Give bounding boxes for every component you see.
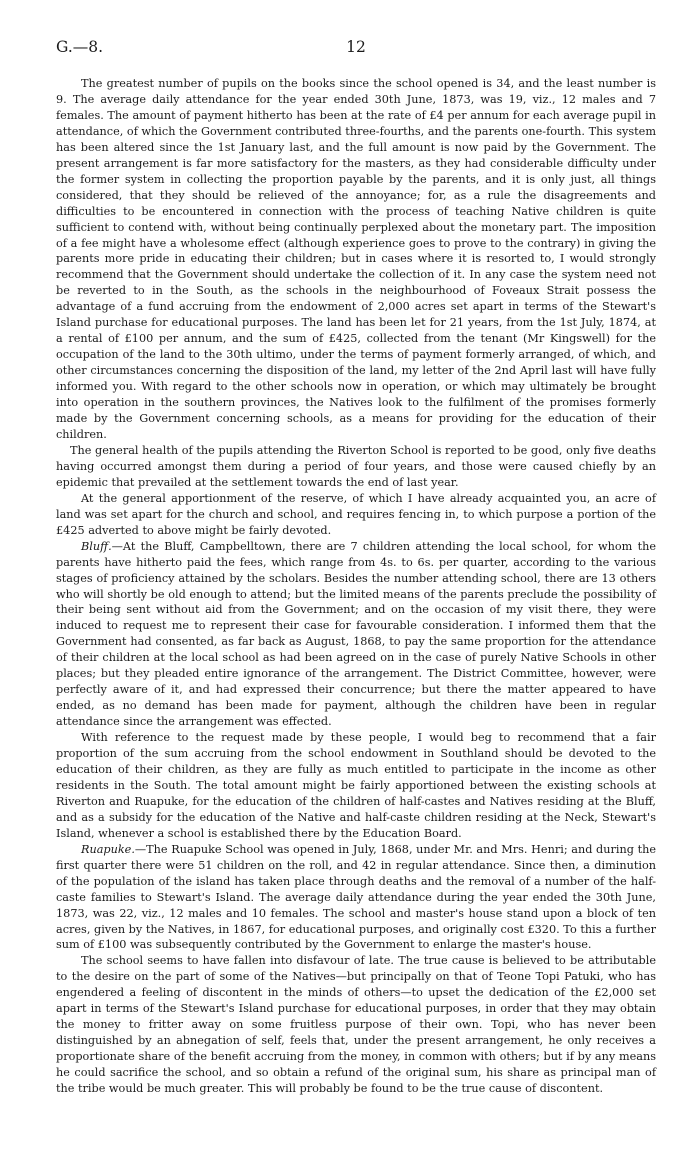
paragraph-reserve (56, 491, 656, 539)
section-lead-bluff: Bluff. (81, 539, 112, 553)
paragraph-request (56, 730, 656, 842)
paragraph-disfavour (56, 953, 656, 1097)
paragraph-text: The greatest number of pupils on the books since the school opened is 34, and the least number is 9. The average daily attendance for the year ended 30th June, 1873, was 19, viz., 12 males and 7 females. The amount of payment hitherto has been at the rate of £4 per annum for each average pupil in attendance, of which the Government contributed three-fourths, and the parents one-fourth. This system has been altered since the 1st January last, and the full amount is now paid by the Government. The present arrangement is far more satisfactory for the masters, as they had considerable difficulty under the former system in collecting the proportion payable by the parents, and it is only just, all things considered, that they should be relieved of the annoyance; for, as a rule the disagreements and difficulties to be encountered in connection with the process of teaching Native children is quite sufficient to contend with, without being continually perplexed about the monetary part. The imposition of a fee might have a wholesome effect (although experience goes to prove to the contrary) in giving the parents more pride in educating their children; but in cases where it is resorted to, I would strongly recommend that the Government should undertake the collection of it. In any case the system need not be reverted to in the South, as the schools in the neighbourhood of Foveaux Strait possess the advantage of a fund accruing from the endowment of 2,000 acres set apart in terms of the Stewart's Island purchase for educational purposes. The land has been let for 21 years, from the 1st July, 1874, at a rental of £100 per annum, and the sum of £425, collected from the tenant (Mr Kingswell) for the occupation of the land to the 30th ultimo, under the terms of payment formerly arranged, of which, and other circumstances concerning the disposition of the land, my letter of the 2nd April last will have fully informed you. With regard to the other schools now in operation, or which may ultimately be brought into operation in the southern provinces, the Natives look to the fulfilment of the promises formerly made by the Government concerning schools, as a means for providing for the education of their children. (56, 77, 657, 441)
section-lead-ruapuke: Ruapuke. (81, 842, 135, 856)
paragraph-text: —The Ruapuke School was opened in July, 1868, under Mr. and Mrs. Henri; and during the first quarter there were 51 children on the roll, and 42 in regular attendance. Since then, a diminution of the population of the island has taken place through deaths and the removal of a number of the half-caste families to Stewart's Island. The average daily attendance during the year ended the 30th June, 1873, was 22, viz., 12 males and 10 females. The school and master's house stand upon a block of ten acres, given by the Natives, in 1867, for educational purposes, and originally cost £320. To this a further sum of £100 was subsequently contributed by the Government to enlarge the master's house. (56, 842, 656, 952)
paragraph-text: At the general apportionment of the reserve, of which I have already acquainted you, an acre of land was set apart for the church and school, and requires fencing in, to which purpose a portion of the £425 adverted to above might be fairly devoted. (56, 491, 656, 537)
paragraph-text: —At the Bluff, Campbelltown, there are 7 children attending the local school, for whom the parents have hitherto paid the fees, which range from 4s. to 6s. per quarter, according to the various stages of proficiency attained by the scholars. Besides the number attending school, there are 13 others who will shortly be old enough to attend; but the limited means of the parents preclude the possibility of their being sent without aid from the Government; and on the occasion of my visit there, they were induced to request me to represent their case for favourable consideration. I informed them that the Government had consented, as far back as August, 1868, to pay the same proportion for the attendance of their children at the local school as had been agreed on in the case of purely Native Schools in other places; but they pleaded entire ignorance of the arrangement. The District Committee, however, were perfectly aware of it, and had expressed their concurrence; but there the matter appeared to have ended, as no demand has been made for payment, although the children have been in regular attendance since the arrangement was effected. (56, 539, 656, 729)
paragraph-bluff (56, 539, 656, 730)
page-number: 12 (346, 38, 366, 56)
paragraph-ruapuke (56, 842, 656, 954)
paragraph-riverton-pupils (56, 76, 656, 443)
paragraph-text: With reference to the request made by these people, I would beg to recommend that a fair proportion of the sum accruing from the school endowment in Southland should be devoted to the education of their children, as they are fully as much entitled to participate in the income as other residents in the South. The total amount might be fairly apportioned between the existing schools at Riverton and Ruapuke, for the education of the children of half-castes and Natives residing at the Bluff, and as a subsidy for the education of the Native and half-caste children residing at the Neck, Stewart's Island, whenever a school is established there by the Education Board. (56, 731, 656, 840)
page-header (56, 38, 656, 64)
paragraph-text: The school seems to have fallen into disfavour of late. The true cause is believed to be attributable to the desire on the part of some of the Natives—but principally on that of Teone Topi Patuki, who has engendered a feeling of discontent in the minds of others—to upset the dedication of the £2,000 set apart in terms of the Stewart's Island purchase for educational purposes, in order that they may obtain the money to fritter away on some fruitless purpose of their own. Topi, who has never been distinguished by an abnegation of self, feels that, under the present arrangement, he only receives a proportionate share of the benefit accruing from the money, in common with others; but if by any means he could sacrifice the school, and so obtain a refund of the original sum, his share as principal man of the tribe would be much greater. This will probably be found to be the true cause of discontent. (56, 954, 656, 1096)
document-body (56, 76, 656, 1097)
document-reference: G.—8. (56, 38, 104, 56)
paragraph-riverton-health (56, 443, 656, 491)
paragraph-text: The general health of the pupils attending the Riverton School is reported to be good, only five deaths having occurred amongst them during a period of four years, and those were caused chiefly by an epidemic that prevailed at the settlement towards the end of last year. (56, 443, 656, 489)
